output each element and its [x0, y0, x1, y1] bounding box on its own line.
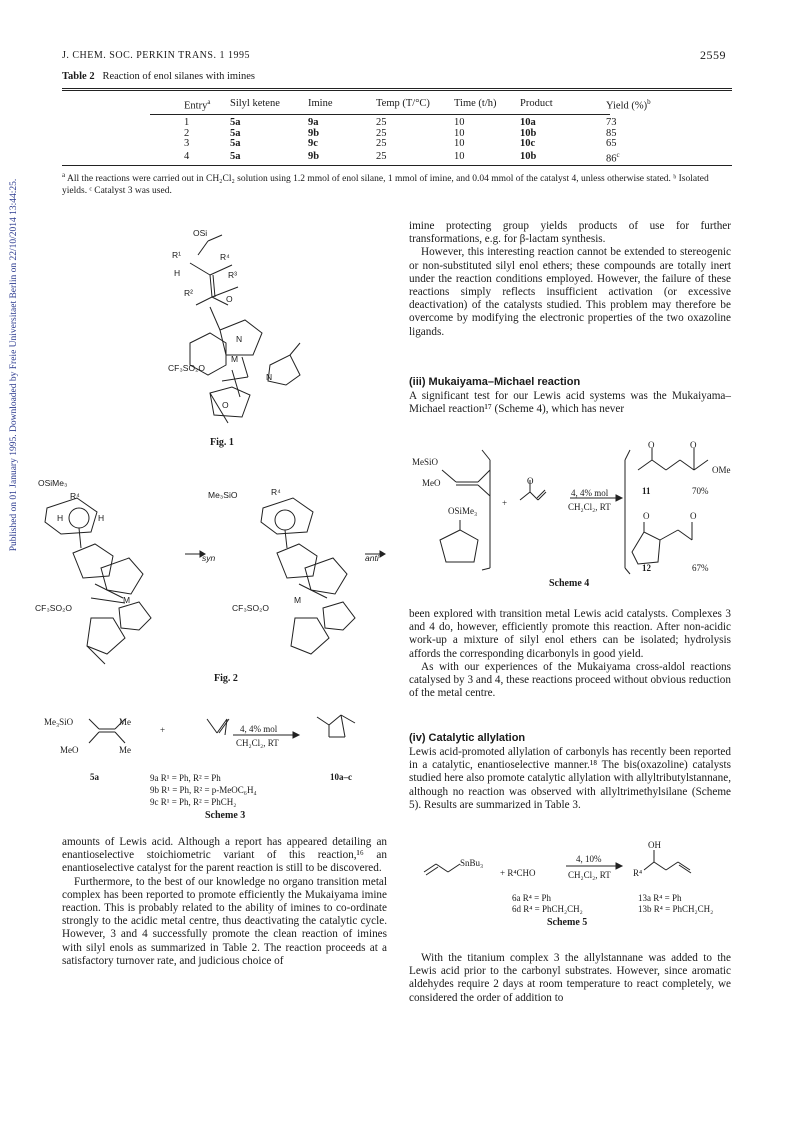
s3-imine-9a: 9a R¹ = Ph, R² = Ph [150, 773, 221, 783]
section-iv-text: Lewis acid-promoted allylation of carbonyls has recently been reported in a catalytic, enantioselective manner.¹⁸ The bis(oxazoline) catalysts studied here also promote catalytic allylation with allyltributylstannane, although no reaction was observed with allyltrimethylsilane (Scheme 5). Results are summarized in Table 3. [409, 746, 731, 811]
s3-me3sio: Me₃SiO [44, 717, 74, 727]
right-column-top [409, 220, 731, 339]
s4-plus: + [502, 498, 508, 508]
section-iv-heading: (iv) Catalytic allylation [409, 732, 526, 744]
fig1-osi: OSi [193, 228, 208, 238]
s4-yield-11: 70% [692, 486, 709, 496]
fig1-n2: N [266, 372, 273, 382]
s3-product: 10a–c [330, 772, 352, 782]
s4-o-3: O [643, 511, 650, 521]
table-rule-bottom [62, 165, 732, 166]
s5-left-list [512, 893, 583, 915]
scheme4-caption: Scheme 4 [549, 578, 590, 589]
page-number: 2559 [700, 48, 726, 62]
col-yield: Yield (%)$^b$ [606, 97, 651, 111]
left-column-text [62, 836, 387, 968]
s4-ome: OMe [712, 465, 731, 475]
fig1-caption: Fig. 1 [210, 437, 234, 448]
s5-right-list [638, 893, 713, 915]
left-para-1: amounts of Lewis acid. Although a report has appeared detailing an enantioselective stoichiometric variant of this reaction,¹⁶ an enantioselective catalyst for the parent reaction is still to be discovered. [62, 836, 387, 875]
journal-header: J. CHEM. SOC. PERKIN TRANS. 1 1995 [62, 50, 250, 61]
s5-reagent: SnBu₃ [460, 858, 484, 868]
s4-o-reagent: O [527, 476, 534, 486]
s4-product-12: 12 [642, 563, 651, 573]
s5-cond-top: 4, 10% [576, 854, 602, 864]
s5-13a: 13a R⁴ = Ph [638, 893, 682, 903]
fig1-n1: N [236, 334, 243, 344]
table-row: 1 5a 9a 25 10 10a 73 [184, 117, 617, 128]
fig1-o1: O [226, 294, 233, 304]
fig1-otf: CF₃SO₂O [168, 363, 205, 373]
s3-me2: Me [119, 745, 131, 755]
scheme3-caption: Scheme 3 [205, 810, 246, 821]
s5-oh: OH [648, 840, 661, 850]
s4-o-2: O [690, 440, 697, 450]
s4-yield-12: 67% [692, 563, 709, 573]
table-rule-top [62, 88, 732, 89]
right-para-3: been explored with transition metal Lewis acid catalysts. Complexes 3 and 4 do, however, efficiently promote this reaction. After non-acidic work-up a mixture of silyl enol ethers can be isolated; hydrolysis affords the corresponding dicarbonyls in good yield. [409, 608, 731, 660]
fig1-r4: R⁴ [220, 252, 230, 262]
fig2-anti: anti [365, 553, 379, 563]
col-time: Time (t/h) [454, 97, 497, 109]
fig1-r2: R² [184, 288, 193, 298]
s4-mesio: MeSiO [412, 457, 439, 467]
right-column-bottom: With the titanium complex 3 the allylstannane was added to the Lewis acid prior to the carbonyl substrates. However, since aromatic aldehydes require 2 days at room temperature to react completely, we considered the order of addition to [409, 952, 731, 1004]
fig2-r4-right: R⁴ [271, 487, 281, 497]
fig2-otf-right: CF₃SO₂O [232, 603, 269, 613]
s3-cond-top: 4, 4% mol [240, 724, 278, 734]
section-iii-text: A significant test for our Lewis acid systems was the Mukaiyama–Michael reaction¹⁷ (Scheme 4), which has never [409, 390, 731, 416]
s3-meo: MeO [60, 745, 79, 755]
fig1-o2: O [222, 400, 229, 410]
fig2-h-left2: H [98, 513, 105, 523]
s3-me1: Me [119, 717, 131, 727]
fig2-r4-left: R⁴ [70, 491, 80, 501]
col-silyl: Silyl ketene [230, 97, 280, 109]
s3-plus: + [160, 725, 166, 735]
right-para-2: However, this interesting reaction cannot be extended to stereogenic or non-substituted silyl enol ethers; these compounds are totally inert under the reaction conditions employed. However, the failure of these reactions simply reflects insufficient activation (or excessive deactivation) of the catalysts studied. This problem may therefore be overcome by modifying the electronic properties of the two oxazoline ligands. [409, 246, 731, 338]
s3-imine-9c: 9c R¹ = Ph, R² = PhCH₂ [150, 797, 237, 807]
fig1-m: M [231, 354, 239, 364]
s4-o-4: O [690, 511, 697, 521]
s5-6a: 6a R⁴ = Ph [512, 893, 551, 903]
s3-cond-bottom: CH₂Cl₂, RT [236, 738, 279, 748]
table-header-row [150, 96, 680, 112]
fig2-otf-left: CF₃SO₂O [35, 603, 72, 613]
download-note: Published on 01 January 1995. Downloaded by Freie Universitaet Berlin on 22/10/2014 13:44:25. [9, 178, 19, 552]
fig2-m-right: M [294, 595, 302, 605]
s3-imine-9b: 9b R¹ = Ph, R² = p-MeOC₆H₄ [150, 785, 257, 795]
s4-cond-bottom: CH₂Cl₂, RT [568, 502, 611, 512]
table2-label: Table 2 [62, 71, 95, 82]
table-row: 4 5a 9b 25 10 10b 86$^c$ [184, 150, 620, 164]
fig1-r3: R³ [228, 270, 237, 280]
fig2-m-left: M [123, 595, 131, 605]
fig2-syn: syn [202, 553, 216, 563]
fig2-osime3: OSiMe₃ [38, 478, 68, 488]
left-para-2: Furthermore, to the best of our knowledge no organo transition metal complex has been reported to promote efficiently the Mukaiyama imine reaction. This is probably related to the ability of imines to co-ordinate strongly to the acidic metal centre, thus deactivating the catalytic cycle. However, 3 and 4 successfully promote the clean reaction of imines with silyl enols as summarized in Table 2. The reaction proceeds at a satisfactory turnover rate, and judicious choice of [62, 875, 387, 967]
table2-body [150, 118, 680, 165]
col-imine: Imine [308, 97, 333, 109]
table-row: 2 5a 9b 25 10 10b 85 [184, 127, 617, 139]
s5-r4: R⁴ [633, 868, 643, 878]
fig2-caption: Fig. 2 [214, 673, 238, 684]
fig2-structures [35, 478, 395, 668]
table2 [150, 96, 680, 112]
right-para-1: imine protecting group yields products of use for further transformations, e.g. for β-lactam synthesis. [409, 220, 731, 246]
fig2-h-left: H [57, 513, 64, 523]
right-para-4: As with our experiences of the Mukaiyama cross-aldol reactions catalysed by 3 and 4, these reactions proceed without obvious reduction of the metal centre. [409, 660, 731, 700]
table2-footnote: $^a$ All the reactions were carried out in CH₂Cl₂ solution using 1.2 mmol of enol silane, 1 mmol of imine, and 0.04 mmol of the catalyst 4, unless otherwise stated. ᵇ Isolated yields. ᶜ Catalyst 3 was used. [62, 171, 709, 196]
s3-imine-list [150, 772, 257, 808]
s5-cond-bottom: CH₂Cl₂, RT [568, 870, 611, 880]
s4-cond-top: 4, 4% mol [571, 488, 609, 498]
s3-start: 5a [90, 772, 99, 782]
fig1-h: H [174, 268, 181, 278]
s4-meo: MeO [422, 478, 441, 488]
fig2-me3sio: Me₃SiO [208, 490, 238, 500]
s4-o-1: O [648, 440, 655, 450]
s5-13b: 13b R⁴ = PhCH₂CH₂ [638, 904, 714, 914]
fig1-r1: R¹ [172, 250, 181, 260]
table-header-rule [150, 114, 610, 115]
s5-6d: 6d R⁴ = PhCH₂CH₂ [512, 904, 583, 914]
s5-aldehyde: + R⁴CHO [500, 868, 536, 878]
table-row: 3 5a 9c 25 10 10c 65 [184, 138, 617, 149]
section-iii-heading: (iii) Mukaiyama–Michael reaction [409, 376, 581, 388]
scheme5-caption: Scheme 5 [547, 917, 588, 928]
table-rule-top2 [62, 90, 732, 91]
table2-caption: Reaction of enol silanes with imines [102, 71, 255, 82]
table2-title [62, 71, 255, 82]
col-temp: Temp (T/°C) [376, 97, 430, 109]
table2-grid [150, 96, 680, 112]
s4-product-11: 11 [642, 486, 651, 496]
col-entry: Entry$^a$ [184, 97, 211, 111]
s4-osime3: OSiMe₃ [448, 506, 478, 516]
right-column-mid [409, 608, 731, 700]
col-product: Product [520, 97, 553, 109]
scheme3-drawing [55, 705, 385, 765]
